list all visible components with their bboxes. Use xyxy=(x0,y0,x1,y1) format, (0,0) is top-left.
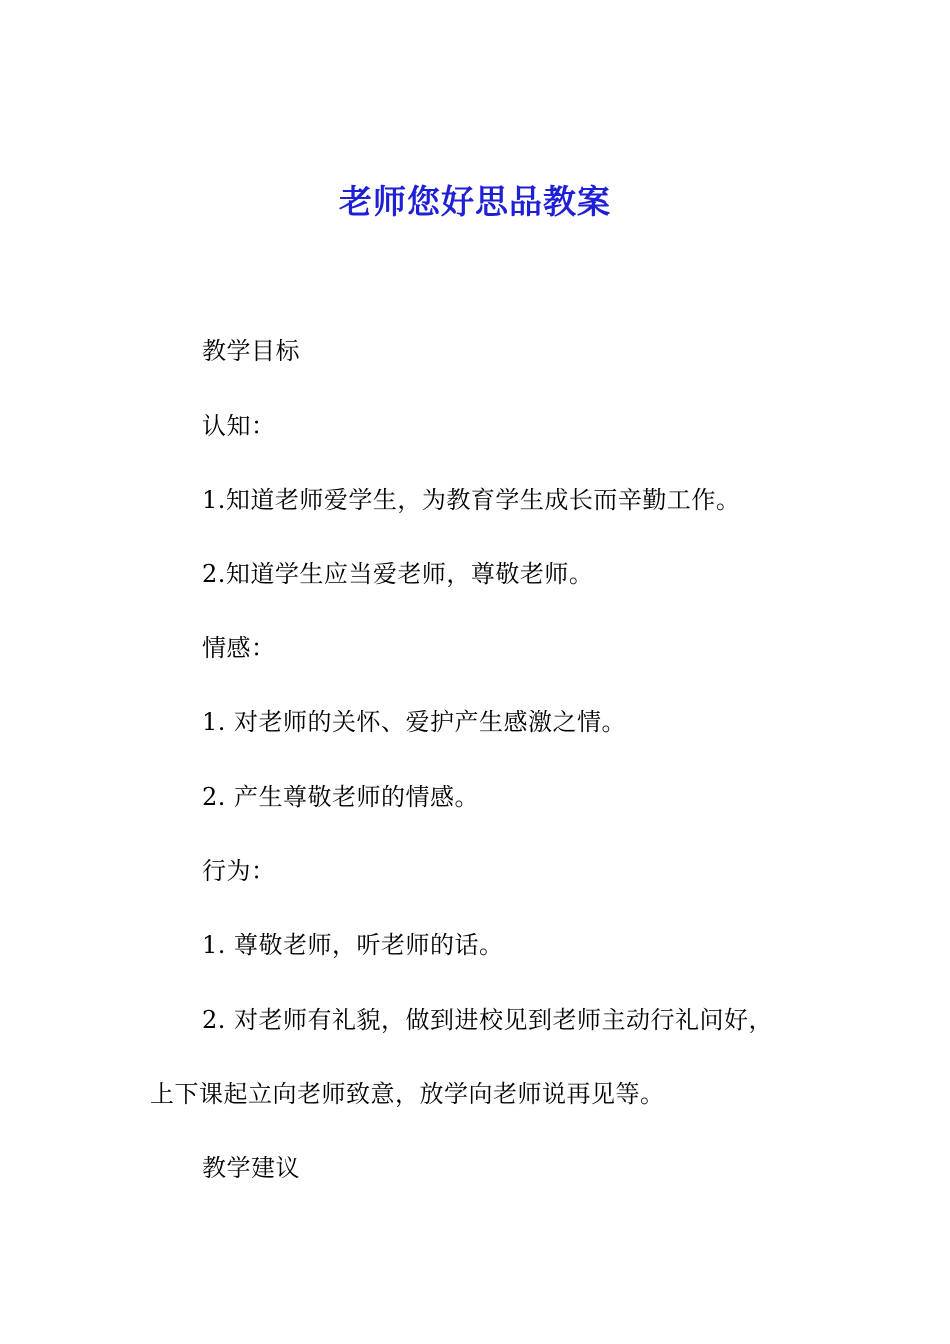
paragraph-line: 1. 尊敬老师，听老师的话。 xyxy=(202,931,504,959)
section-heading-teaching-suggestions: 教学建议 xyxy=(202,1154,300,1182)
section-heading-teaching-goals: 教学目标 xyxy=(202,337,300,365)
document-title: 老师您好思品教案 xyxy=(339,182,611,221)
paragraph-line: 1. 对老师的关怀、爱护产生感激之情。 xyxy=(202,708,627,736)
paragraph-line: 2.知道学生应当爱老师，尊敬老师。 xyxy=(202,560,594,588)
paragraph-line: 2. 对老师有礼貌，做到进校见到老师主动行礼问好， xyxy=(202,1006,774,1034)
subheading-behavior: 行为： xyxy=(202,857,276,885)
subheading-emotion: 情感： xyxy=(202,634,276,662)
paragraph-line: 1.知道老师爱学生，为教育学生成长而辛勤工作。 xyxy=(202,486,741,514)
subheading-cognition: 认知： xyxy=(202,412,276,440)
paragraph-line: 2. 产生尊敬老师的情感。 xyxy=(202,783,480,811)
paragraph-line-continued: 上下课起立向老师致意，放学向老师说再见等。 xyxy=(150,1080,665,1108)
